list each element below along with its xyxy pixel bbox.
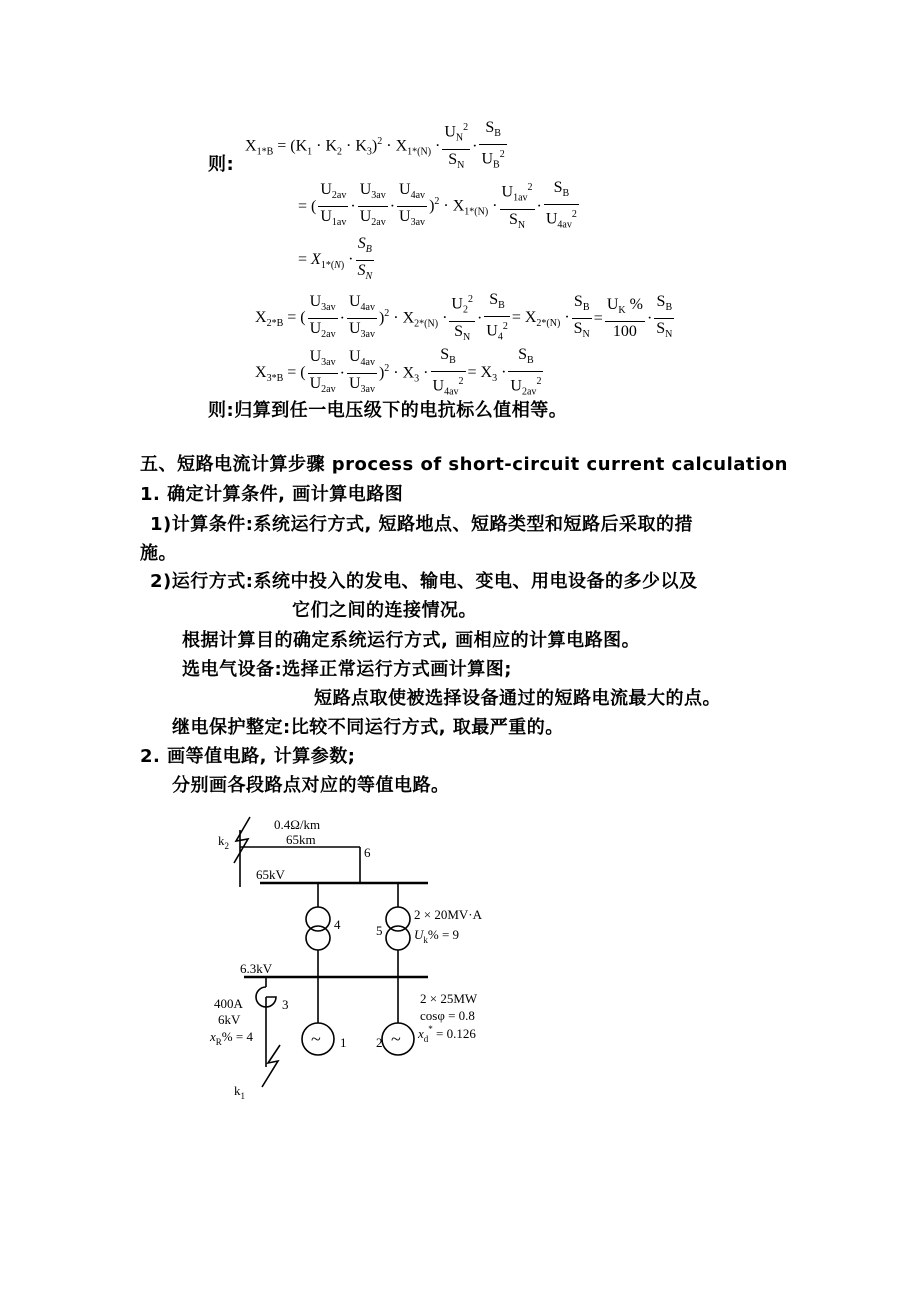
reactor-x: $x_R\% = 4$ [210,1029,253,1047]
k2-fault-arrow [234,817,250,863]
step1-item4-line2: 短路点取使被选择设备通过的短路电流最大的点。 [314,688,721,709]
label-4: 4 [334,917,341,932]
step1-title: 1. 确定计算条件, 画计算电路图 [140,484,404,505]
lv-bus-label: 6.3kV [240,961,273,976]
reactor-current: 400A [214,996,243,1011]
step1-item5: 继电保护整定:比较不同运行方式, 取最严重的。 [172,717,564,738]
label-3: 3 [282,997,289,1012]
step1-item3: 根据计算目的确定系统运行方式, 画相应的计算电路图。 [182,630,641,651]
label-2: 2 [376,1035,383,1050]
step1-item4-line1: 选电气设备:选择正常运行方式画计算图; [182,659,512,680]
reactor-voltage: 6kV [218,1012,241,1027]
tx-uk: $U_k\% = 9$ [414,927,460,945]
label-6: 6 [364,845,371,860]
line-spec-2: 65km [286,832,316,847]
step1-item1-line1: 1)计算条件:系统运行方式, 短路地点、短路类型和短路后采取的措 [150,514,694,535]
step1-item2-line2: 它们之间的连接情况。 [292,600,477,621]
step2-title: 2. 画等值电路, 计算参数; [140,746,356,767]
equation-x3b: $X_{3*B}$ = ( $\frac{U_{3av}}{U_{2av}}$ · $\frac{U_{4av}}{U_{3av}}$ )$^2 \cdot X_3$ · $\frac{S_B}{U_{4av}^2}$ = $X_3$ · $\frac{S_B}{U_{2av}^2}$ [255,346,542,398]
k1-label: $k_1$ [234,1083,245,1101]
transformer-4 [306,907,330,931]
equation-x1b-line3: = $X_{1*(N)}$ · $\frac{S_B}{S_N}$ [298,235,373,283]
section-title: 五、短路电流计算步骤 process of short-circuit current calculation [140,454,788,475]
then-label: 则: [208,154,235,175]
gen1-symbol: ~ [311,1029,321,1049]
circuit-diagram [200,805,520,1105]
line-spec-1: 0.4Ω/km [274,817,321,832]
label-5: 5 [376,923,383,938]
then-sentence: 则:归算到任一电压级下的电抗标么值相等。 [208,400,568,421]
tx-rating: 2 × 20MV·A [414,907,482,922]
k2-label: $k_2$ [218,833,229,851]
step1-item1-line2: 施。 [140,543,177,564]
gen-xd: $x_d^* = 0.126$ [418,1024,476,1044]
step2-item1: 分别画各段路点对应的等值电路。 [172,775,450,796]
equation-x1b-line2: = ( $\frac{U_{2av}}{U_{1av}}$ · $\frac{U_{3av}}{U_{2av}}$ · $\frac{U_{4av}}{U_{3av}}$ )$^2 \cdot X_{1*(N)}$ · $\frac{U_{1av}^2}{S_N}$ · $\frac{S_B}{U_{4av}^2}$ [298,179,577,231]
step1-item2-line1: 2)运行方式:系统中投入的发电、输电、变电、用电设备的多少以及 [150,571,698,592]
hv-bus-label: 65kV [256,867,285,882]
equation-x1b-line1: $X_{1*B} = (K_1 \cdot K_2 \cdot K_3)^2 \cdot X_{1*(N)}$ · $\frac{U_N^2}{S_N}$ · $\frac{S_B}{U_B^2}$ [245,119,505,171]
gen-rating: 2 × 25MW [420,991,478,1006]
transformer-5 [386,907,410,931]
label-1: 1 [340,1035,347,1050]
gen2-symbol: ~ [391,1029,401,1049]
gen-pf: cosφ = 0.8 [420,1008,475,1023]
equation-x2b: $X_{2*B}$ = ( $\frac{U_{3av}}{U_{2av}}$ · $\frac{U_{4av}}{U_{3av}}$ )$^2 \cdot X_{2*(N)}$ · $\frac{U_2^2}{S_N}$ · $\frac{S_B}{U_4^2}$ = $X_{2*(N)}$ · $\frac{S_B}{S_N}$ = $\frac{U_K \%}{100}$ · $\frac{S_B}{S_N}$ [255,291,673,343]
k1-fault-arrow [262,1045,280,1087]
